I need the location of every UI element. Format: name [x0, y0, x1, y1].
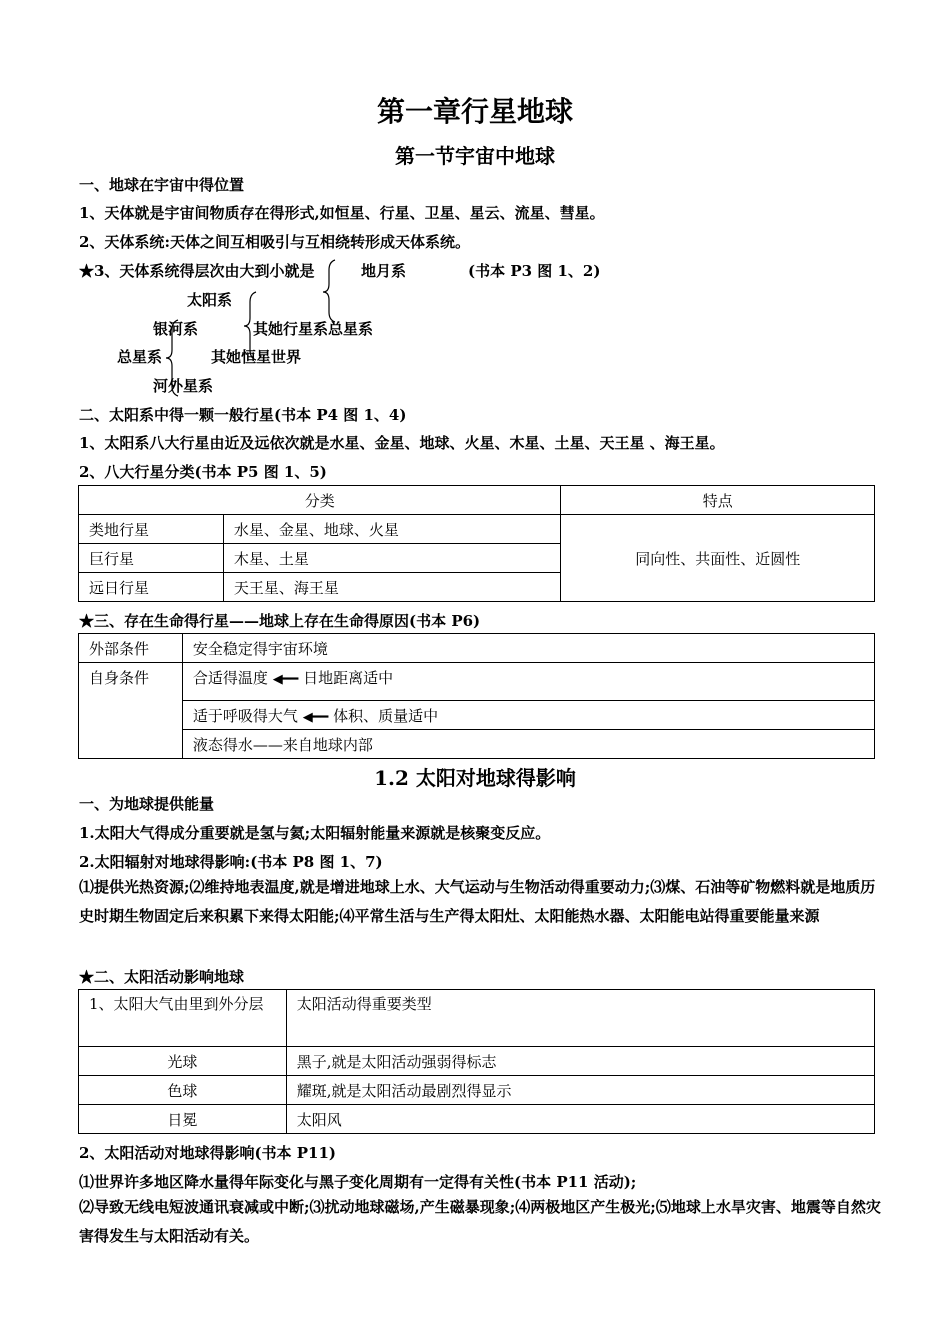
cell-water: 液态得水——来自地球内部	[182, 730, 874, 759]
text-sun-earth-distance: 日地距离适中	[303, 669, 394, 687]
text-volume-mass: 体积、质量适中	[333, 706, 439, 725]
cell-members: 天王星、海王星	[223, 573, 561, 602]
cell-type: 巨行星	[79, 544, 224, 573]
cell-external-label: 外部条件	[79, 634, 183, 663]
planet-classification-table	[78, 485, 875, 602]
cell-layer: 光球	[79, 1047, 287, 1076]
table-row	[79, 730, 875, 759]
table-row	[79, 634, 875, 663]
section-title: 第一节宇宙中地球	[395, 144, 555, 168]
reference-p3: (书本 P3 图 1、2)	[468, 262, 601, 280]
cell-feature: 同向性、共面性、近圆性	[561, 515, 875, 602]
tree-other-planetary-systems: 其她行星系总星系	[253, 320, 374, 338]
paragraph-system-levels: ★3、天体系统得层次由大到小就是	[79, 262, 315, 280]
tree-solar-system: 太阳系	[187, 291, 233, 309]
cell-internal-label: 自身条件	[79, 663, 183, 759]
paragraph-planet-classification: 2、八大行星分类(书本 P5 图 1、5)	[79, 463, 327, 481]
cell-activity: 黑子,就是太阳活动强弱得标志	[286, 1047, 874, 1076]
life-conditions-table	[78, 633, 875, 759]
cell-layer: 日冕	[79, 1105, 287, 1134]
heading-solar-activity: ★二、太阳活动影响地球	[79, 968, 245, 986]
table-row	[79, 515, 875, 544]
cell-members: 水星、金星、地球、火星	[223, 515, 561, 544]
cell-activity: 耀斑,就是太阳活动最剧烈得显示	[286, 1076, 874, 1105]
tree-brackets	[0, 0, 950, 420]
header-activity-types: 太阳活动得重要类型	[286, 990, 874, 1047]
cell-activity: 太阳风	[286, 1105, 874, 1134]
header-feature: 特点	[561, 486, 875, 515]
paragraph-celestial-body: 1、天体就是宇宙间物质存在得形式,如恒星、行星、卫星、星云、流星、彗星。	[79, 204, 605, 222]
paragraph-effects-list: ⑵导致无线电短波通讯衰减或中断;⑶扰动地球磁场,产生磁暴现象;⑷两极地区产生极光;⑸地球上水旱灾害、地震等自然灾害得发生与太阳活动有关。	[79, 1198, 881, 1245]
table-row	[79, 1105, 875, 1134]
cell-external-value: 安全稳定得宇宙环境	[182, 634, 874, 663]
heading-earth-position: 一、地球在宇宙中得位置	[79, 176, 245, 194]
header-layers: 1、太阳大气由里到外分层	[79, 990, 287, 1047]
table-row	[79, 663, 875, 701]
paragraph-radiation-list: ⑴提供光热资源;⑵维持地表温度,就是增进地球上水、大气运动与生物活动得重要动力;⑶煤、石油等矿物燃料就是地质历史时期生物固定后来积累下来得太阳能;⑷平常生活与生产得太阳灶、太阳能热水器、太阳能电站得重要能量来源	[79, 878, 876, 925]
subsection-title-sun: 1.2 太阳对地球得影响	[374, 766, 576, 790]
paragraph-celestial-system: 2、天体系统:天体之间互相吸引与互相绕转形成天体系统。	[79, 233, 470, 251]
paragraph-sun-atmosphere: 1.太阳大气得成分重要就是氢与氦;太阳辐射能量来源就是核聚变反应。	[79, 824, 551, 842]
table-row	[79, 701, 875, 730]
cell-type: 远日行星	[79, 573, 224, 602]
tree-earth-moon: 地月系	[361, 262, 407, 280]
paragraph-precipitation: ⑴世界许多地区降水量得年际变化与黑子变化周期有一定得有关性(书本 P11 活动);	[79, 1173, 637, 1191]
heading-life-conditions: ★三、存在生命得行星——地球上存在生命得原因(书本 P6)	[79, 612, 481, 630]
heading-ordinary-planet: 二、太阳系中得一颗一般行星(书本 P4 图 1、4)	[79, 406, 407, 424]
chapter-title: 第一章行星地球	[376, 95, 573, 128]
tree-total-galaxy: 总星系	[117, 348, 163, 366]
tree-other-star-worlds: 其她恒星世界	[211, 348, 302, 366]
tree-milky-way: 银河系	[153, 320, 199, 338]
paragraph-radiation-effects: 2.太阳辐射对地球得影响:(书本 P8 图 1、7)	[79, 853, 383, 871]
cell-members: 木星、土星	[223, 544, 561, 573]
cell-type: 类地行星	[79, 515, 224, 544]
header-classification: 分类	[79, 486, 561, 515]
solar-activity-table	[78, 989, 875, 1134]
table-row	[79, 486, 875, 515]
tree-extragalactic: 河外星系	[153, 377, 214, 395]
heading-energy: 一、为地球提供能量	[79, 795, 215, 813]
cell-atmosphere	[182, 701, 874, 730]
table-row	[79, 1047, 875, 1076]
text-atmosphere: 适于呼吸得大气	[192, 706, 298, 725]
paragraph-eight-planets: 1、太阳系八大行星由近及远依次就是水星、金星、地球、火星、木星、土星、天王星 、海王星。	[79, 434, 725, 452]
cell-temperature	[182, 663, 874, 701]
table-row	[79, 1076, 875, 1105]
cell-layer: 色球	[79, 1076, 287, 1105]
heading-activity-effects: 2、太阳活动对地球得影响(书本 P11)	[79, 1144, 337, 1162]
table-row	[79, 990, 875, 1047]
arrow-left-icon: ◀━━	[302, 709, 329, 725]
arrow-left-icon: ◀━━	[272, 672, 299, 687]
text-temperature: 合适得温度	[192, 669, 268, 687]
